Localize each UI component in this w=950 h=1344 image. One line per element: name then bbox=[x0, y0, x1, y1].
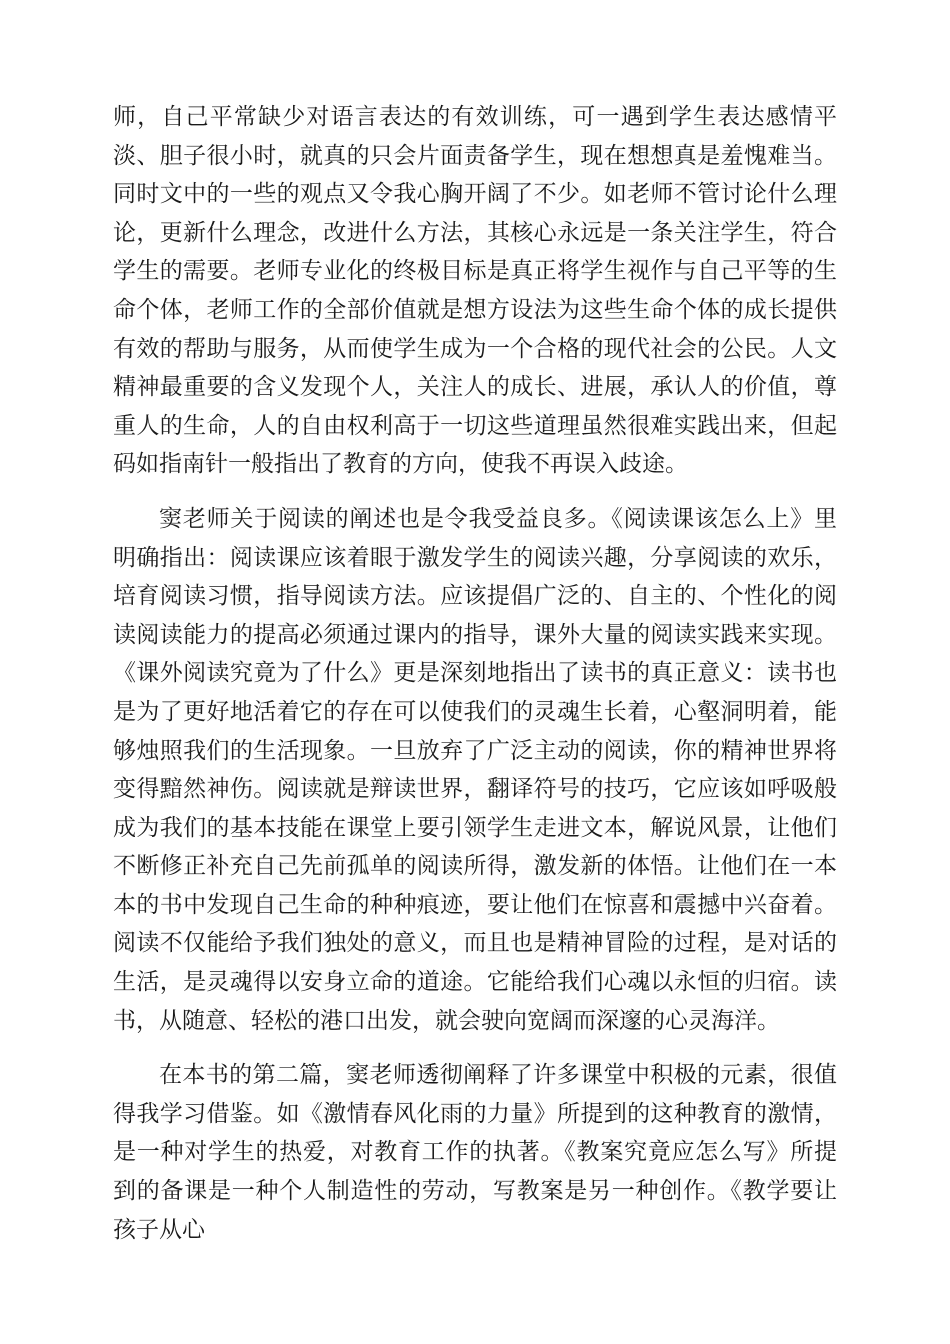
paragraph-second-section: 在本书的第二篇，窦老师透彻阐释了许多课堂中积极的元素，很值得我学习借鉴。如《激情春风化雨的力量》所提到的这种教育的激情，是一种对学生的热爱，对教育工作的执著。《教案究竟应怎么写》所提到的备课是一种个人制造性的劳动，写教案是另一种创作。《教学要让孩子从心 bbox=[113, 1062, 837, 1243]
paragraph-reading: 窦老师关于阅读的阐述也是令我受益良多。《阅读课该怎么上》里明确指出：阅读课应该着眼于激发学生的阅读兴趣，分享阅读的欢乐，培育阅读习惯，指导阅读方法。应该提倡广泛的、自主的、个性化的阅读阅读能力的提高必须通过课内的指导，课外大量的阅读实践来实现。《课外阅读究竟为了什么》更是深刻地指出了读书的真正意义：读书也是为了更好地活着它的存在可以使我们的灵魂生长着，心壑洞明着，能够烛照我们的生活现象。一旦放弃了广泛主动的阅读，你的精神世界将变得黯然神伤。阅读就是辩读世界，翻译符号的技巧，它应该如呼吸般成为我们的基本技能在课堂上要引领学生走进文本，解说风景，让他们不断修正补充自己先前孤单的阅读所得，激发新的体悟。让他们在一本本的书中发现自己生命的种种痕迹，要让他们在惊喜和震撼中兴奋着。阅读不仅能给予我们独处的意义，而且也是精神冒险的过程，是对话的生活，是灵魂得以安身立命的道途。它能给我们心魂以永恒的归宿。读书，从随意、轻松的港口出发，就会驶向宽阔而深邃的心灵海洋。 bbox=[113, 505, 837, 1034]
document-body bbox=[113, 98, 837, 1249]
paragraph-continuation: 师，自己平常缺少对语言表达的有效训练，可一遇到学生表达感情平淡、胆子很小时，就真的只会片面责备学生，现在想想真是羞愧难当。同时文中的一些的观点又令我心胸开阔了不少。如老师不管讨论什么理论，更新什么理念，改进什么方法，其核心永远是一条关注学生，符合学生的需要。老师专业化的终极目标是真正将学生视作与自己平等的生命个体，老师工作的全部价值就是想方设法为这些生命个体的成长提供有效的帮助与服务，从而使学生成为一个合格的现代社会的公民。人文精神最重要的含义发现个人，关注人的成长、进展，承认人的价值，尊重人的生命，人的自由权利高于一切这些道理虽然很难实践出来，但起码如指南针一般指出了教育的方向，使我不再误入歧途。 bbox=[113, 104, 837, 478]
